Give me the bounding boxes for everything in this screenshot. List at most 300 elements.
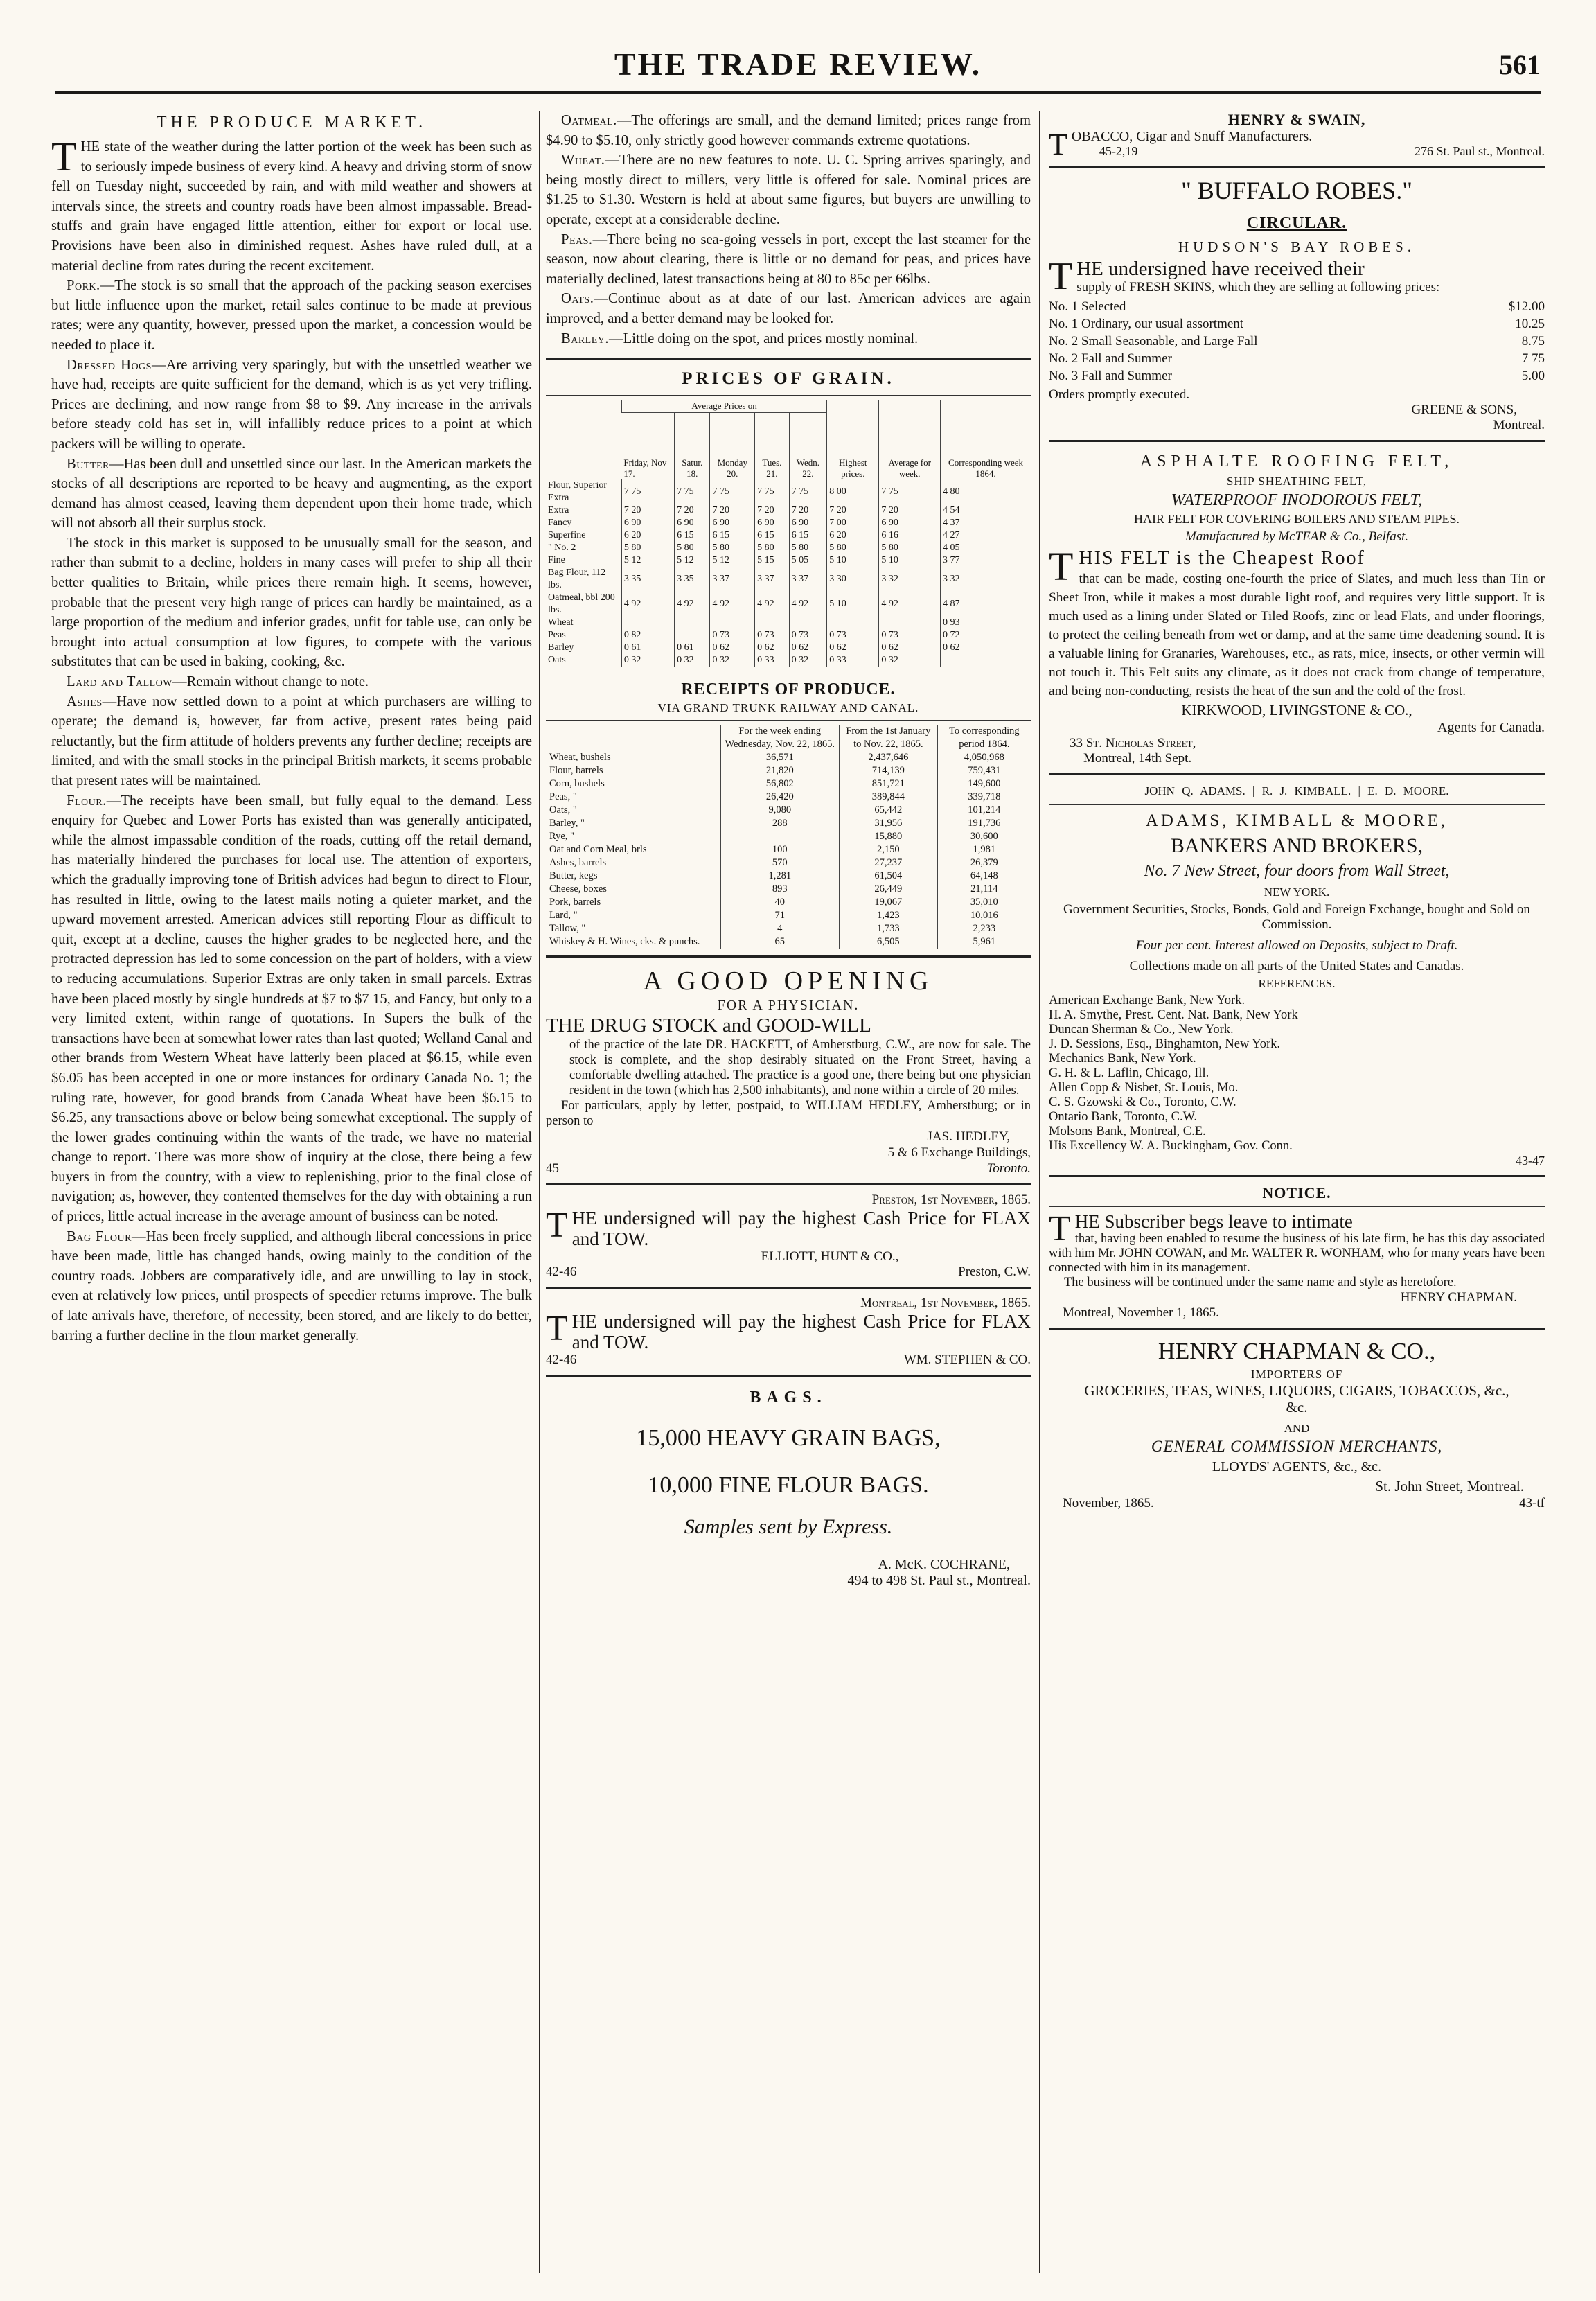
grain-cell: 0 61: [675, 642, 710, 654]
adams-reference: C. S. Gzowski & Co., Toronto, C.W.: [1049, 1095, 1236, 1109]
grain-row: [546, 517, 1031, 529]
grain-cell: 6 90: [789, 517, 827, 529]
opening-body: of the practice of the late DR. HACKETT, of Amherstburg, C.W., are now for sale. The stock is complete, and the shop desirably situated on the Front Street, having a comfortable dwelling attached. The practice is a good one, there being but one physician resident in the town (which has 2,500 inhabitants), and none within a circle of 20 miles.: [569, 1038, 1031, 1098]
receipts-title: RECEIPTS OF PRODUCE.: [681, 680, 896, 699]
receipts-cell: 851,721: [840, 777, 938, 791]
produce-hogs: Dressed Hogs—Are arriving very sparingly, but with the unsettled weather we have had, receipts are quite sufficient for the demand, which is as yet very trifling. Prices are declining, and now range from $8 to $9. Any increase in the arrivals before steady cold has set in, will infallibly reduce prices to a point at which packers will be willing to operate.: [51, 357, 532, 452]
receipts-row-label: Butter, kegs: [549, 870, 598, 882]
receipts-cell: 21,820: [720, 764, 840, 777]
grain-row-label: Peas: [548, 630, 566, 641]
grain-cell: 6 90: [621, 517, 674, 529]
flax1-sign: ELLIOTT, HUNT & CO.,: [761, 1249, 899, 1264]
receipts-cell: 40: [720, 896, 840, 909]
buffalo-item-price: $12.00: [1508, 299, 1545, 314]
grain-col-header: Friday, Nov 17.: [623, 457, 667, 479]
chapman-street: St. John Street, Montreal.: [1375, 1478, 1524, 1495]
grain-cell: 6 15: [675, 529, 710, 542]
adams-collections: Collections made on all parts of the United States and Canadas.: [1129, 959, 1464, 973]
felt-body: that can be made, costing one-fourth the price of Slates, and much less than Tin or Sheet Iron, while it makes a most durable light roof, and requires very little support. It is much used as a lining under Slated or Tiled Roofs, zinc or lead Flats, and under floorings, to protect the ceiling beneath from wet or damp, and at the same time deadening sound. It is a valuable lining for Granaries, Warehouses, etc., as rats, mice, insects, or other vermin will not touch it. This Felt suits any climate, as it does not crack from change of temperature, and being non-conducting, resists the heat of the sun and the cold of the frost.: [1049, 572, 1545, 698]
grain-label-header: [546, 400, 621, 479]
grain-cell: [755, 617, 789, 629]
receipts-row-label: Lard, ": [549, 910, 578, 922]
column-produce-market: [51, 111, 532, 2273]
produce-intro: THE state of the weather during the latter portion of the week has been such as to seriously impede business of every kind. A heavy and driving storm of snow fell on Tuesday night, succeeded by rain, and with mild weather and showers at intervals since, the streets and country roads have been almost impassable. Bread-stuffs and grain have engaged little attention, either for export or local use. Provisions have been also in diminished request. Ashes have ruled dull, at a material decline from rates during the recent excitement.: [51, 134, 532, 274]
bags-line1: 15,000 HEAVY GRAIN BAGS,: [636, 1425, 941, 1452]
grain-cell: 0 61: [621, 642, 674, 654]
receipts-cell: 389,844: [840, 791, 938, 804]
receipts-cell: 19,067: [840, 896, 938, 909]
receipts-cell: 56,802: [720, 777, 840, 791]
grain-row-label: Barley: [548, 642, 574, 653]
receipts-cell: 2,437,646: [840, 751, 938, 764]
grain-cell: 6 15: [789, 529, 827, 542]
notice-sign: HENRY CHAPMAN.: [1400, 1290, 1517, 1305]
grain-cell: [941, 654, 1031, 667]
buffalo-price-row: [1049, 298, 1545, 315]
grain-cell: 4 87: [941, 592, 1031, 617]
adams-body: Government Securities, Stocks, Bonds, Gold and Foreign Exchange, bought and Sold on Commission.: [1063, 902, 1530, 932]
grain-cell: 7 75: [621, 479, 674, 504]
produce-butter: Butter—Has been dull and unsettled since our last. In the American markets the stocks of all descriptions are reported to be heavy and augmenting, as the export demand has almost ceased, leaving them dependent upon their home trade, which will not absorb all their surplus stock.: [51, 456, 532, 531]
grain-cell: 0 73: [879, 629, 941, 642]
grain-cell: 0 32: [621, 654, 674, 667]
grain-cell: 0 62: [755, 642, 789, 654]
grain-row-label: Oats: [548, 655, 566, 666]
grain-cell: 4 92: [879, 592, 941, 617]
flax1-body: HE undersigned will pay the highest Cash Price for FLAX and TOW.: [571, 1208, 1031, 1250]
grain-cell: 5 80: [827, 542, 879, 554]
receipts-row: [546, 817, 1031, 830]
receipts-row: [546, 856, 1031, 870]
grain-cell: 0 33: [755, 654, 789, 667]
grain-cell: 5 10: [827, 554, 879, 567]
grain-cell: 7 75: [789, 479, 827, 504]
buffalo-circular: CIRCULAR.: [1246, 214, 1347, 232]
adams-sub: BANKERS AND BROKERS,: [1170, 834, 1424, 857]
grain-cell: 5 80: [879, 542, 941, 554]
grain-cell: 0 82: [621, 629, 674, 642]
grain-cell: 0 73: [789, 629, 827, 642]
grain-cell: 4 92: [675, 592, 710, 617]
buffalo-city: Montreal.: [1493, 418, 1545, 432]
grain-cell: 4 92: [710, 592, 755, 617]
receipts-table: [546, 725, 1031, 949]
receipts-cell: 26,420: [720, 791, 840, 804]
buffalo-item-label: No. 1 Selected: [1049, 299, 1126, 314]
produce-bag-flour: Bag Flour—Has been freely supplied, and although liberal concessions in price have been made, little has changed hands, owing mainly to the condition of the country roads. Jobbers are comparatively idle, and are unwilling to lay in stock, even at relatively low prices, until prospects of speedier returns improve. The bulk of late arrivals have, therefore, of necessity, been stored, and are likely to do better, barring a further decline in the flour market generally.: [51, 1228, 532, 1343]
grain-cell: 6 20: [827, 529, 879, 542]
column-rule: [539, 111, 540, 2273]
grain-cell: 7 20: [789, 504, 827, 517]
adams-reference: Mechanics Bank, New York.: [1049, 1052, 1196, 1066]
grain-cell: 6 20: [621, 529, 674, 542]
grain-cell: 7 20: [755, 504, 789, 517]
grain-cell: 5 80: [675, 542, 710, 554]
opening-apply: For particulars, apply by letter, postpaid, to WILLIAM HEDLEY, Amherstburg; or in person to: [546, 1099, 1031, 1129]
grain-cell: 4 92: [789, 592, 827, 617]
grain-cell: 0 62: [789, 642, 827, 654]
grain-cell: 3 30: [827, 567, 879, 592]
flax2-dateline: Montreal, 1st November, 1865.: [860, 1296, 1031, 1311]
grain-row-label: " No. 2: [548, 543, 576, 554]
grain-row: [546, 504, 1031, 517]
grain-cell: 0 32: [710, 654, 755, 667]
grain-cell: 5 10: [879, 554, 941, 567]
grain-cell: 7 20: [879, 504, 941, 517]
adams-reference: G. H. & L. Laflin, Chicago, Ill.: [1049, 1066, 1209, 1080]
grain-cell: [710, 617, 755, 629]
grain-cell: [789, 617, 827, 629]
notice-title: NOTICE.: [1262, 1184, 1331, 1201]
grain-cell: 8 00: [827, 479, 879, 504]
grain-col-header: Highest prices.: [827, 400, 879, 479]
receipts-row-label: Rye, ": [549, 831, 574, 843]
adams-title: ADAMS, KIMBALL & MOORE,: [1145, 811, 1448, 830]
grain-cell: 7 75: [675, 479, 710, 504]
grain-row: [546, 654, 1031, 667]
receipts-cell: 100: [720, 843, 840, 856]
buffalo-lead: HE undersigned have received their: [1076, 258, 1365, 280]
adams-reference: H. A. Smythe, Prest. Cent. Nat. Bank, New York: [1049, 1008, 1298, 1022]
felt-sub1: SHIP SHEATHING FELT,: [1226, 475, 1367, 488]
grain-row: [546, 542, 1031, 554]
felt-sign: KIRKWOOD, LIVINGSTONE & CO.,: [1181, 702, 1412, 718]
receipts-col-header: For the week ending Wednesday, Nov. 22, 1865.: [720, 725, 840, 751]
grain-cell: 5 10: [827, 592, 879, 617]
produce-ashes: Ashes—Have now settled down to a point at which purchasers are willing to operate; the demand is, however, far from active, present rates being paid reluctantly, but the firm attitude of holders prevents any further decline; receipts are limited, and with the small stocks in the principal British markets, it seems probable that present rates will be maintained.: [51, 694, 532, 788]
grain-row-label: Oatmeal, bbl 200 lbs.: [548, 592, 615, 616]
grain-cell: 6 90: [675, 517, 710, 529]
buffalo-orders: Orders promptly executed.: [1049, 387, 1190, 402]
grain-cell: 4 54: [941, 504, 1031, 517]
chapman-importers: IMPORTERS OF: [1250, 1368, 1343, 1381]
receipts-cell: 35,010: [937, 896, 1031, 909]
receipts-subtitle: VIA GRAND TRUNK RAILWAY AND CANAL.: [657, 701, 919, 715]
grain-cell: 5 12: [675, 554, 710, 567]
ad-flax-montreal: Montreal, 1st November, 1865. THE undersigned will pay the highest Cash Price for FLAX and TOW. 42-46 WM. STEPHEN & CO.: [546, 1296, 1031, 1368]
grain-cell: 7 20: [827, 504, 879, 517]
grain-col-header: Tues. 21.: [755, 413, 789, 480]
grain-cell: 0 32: [789, 654, 827, 667]
adams-interest: Four per cent. Interest allowed on Deposits, subject to Draft.: [1135, 938, 1458, 953]
flax1-num: 42-46: [546, 1264, 577, 1280]
receipts-cell: 71: [720, 909, 840, 922]
felt-agents: Agents for Canada.: [1437, 720, 1545, 735]
receipts-cell: 1,733: [840, 922, 938, 935]
adams-addr: No. 7 New Street, four doors from Wall Street,: [1144, 862, 1450, 880]
grain-row: [546, 617, 1031, 629]
buffalo-item-label: No. 1 Ordinary, our usual assortment: [1049, 317, 1244, 331]
grain-cell: 4 27: [941, 529, 1031, 542]
buffalo-body: supply of FRESH SKINS, which they are selling at following prices:—: [1076, 280, 1453, 294]
page-title: THE TRADE REVIEW.: [614, 46, 982, 82]
grain-cell: 4 05: [941, 542, 1031, 554]
bags-sign: A. McK. COCHRANE,: [878, 1557, 1010, 1573]
adams-reference: American Exchange Bank, New York.: [1049, 994, 1245, 1007]
buffalo-price-row: [1049, 315, 1545, 333]
grain-cell: 4 92: [755, 592, 789, 617]
receipts-cell: 2,233: [937, 922, 1031, 935]
grain-row-label: Fancy: [548, 518, 572, 529]
receipts-row-label: Corn, bushels: [549, 778, 605, 790]
grain-group-header: Average Prices on: [621, 400, 826, 413]
grain-cell: [879, 617, 941, 629]
opening-addr: 5 & 6 Exchange Buildings,: [887, 1145, 1031, 1161]
grain-cell: 6 90: [710, 517, 755, 529]
buffalo-price-row: [1049, 350, 1545, 367]
produce-oatmeal: Oatmeal.—The offerings are small, and the demand limited; prices range from $4.90 to $5.10, only strictly good however commands extreme quotations.: [546, 113, 1031, 148]
opening-head: THE DRUG STOCK and GOOD-WILL: [546, 1014, 871, 1037]
receipts-row: [546, 791, 1031, 804]
produce-flour: Flour.—The receipts have been small, but fully equal to the demand. Less enquiry for Quebec and Lower Ports has existed than was generally anticipated, while the almost impassable condition of the roads, cutting off the retail demand, has materially hindered the purchases for local use. The attention of exporters, which the gradually improving tone of British advices had begun to direct to Flour, has resulted in little, owing to the latest mails noting a quieter market, and the upward movement arrested. American advices still reporting Flour as difficult to quit, except at a decline, causes the higher grades to be neglected here, and the protracted depression has led to some concession on the part of holders, with a view to reducing accumulations. Superior Extras are only taken in small parcels. Extras have been placed mostly by single hundreds at $7 to $7 15, and Fancy, but only to a very limited extent, within range of quotations. In Supers the bulk of the transactions have been at somewhat lower rates than last quoted; Welland Canal and other brands from Western Wheat have latterly been placed at $6.15, while even $6.05 has been accepted in one or more instances for ordinary Canada No. 1; the ruling rate, however, for good brands from Canada Wheat have been $6.15 to $6.25, any transactions above or below being somewhat exceptional. The supply of the lower grades continuing within the wants of the trade, we have no material change to report. There was more show of inquiry at the close, there being a few buyers in from the country, with a view to replenishing, prior to the final close of navigation; as, however, they contented themselves for the day with obtaining a run of prices, little actual increase in the average amount of business can be noted.: [51, 793, 532, 1225]
grain-cell: 3 35: [675, 567, 710, 592]
felt-sub3: HAIR FELT FOR COVERING BOILERS AND STEAM PIPES.: [1133, 512, 1460, 526]
felt-date: Montreal, 14th Sept.: [1083, 751, 1192, 766]
chapman-and: AND: [1284, 1422, 1310, 1435]
grain-cell: 5 80: [755, 542, 789, 554]
notice-date: Montreal, November 1, 1865.: [1063, 1305, 1219, 1320]
grain-cell: 4 92: [621, 592, 674, 617]
receipts-cell: 6,505: [840, 935, 938, 949]
receipts-cell: 26,379: [937, 856, 1031, 870]
grain-row: [546, 554, 1031, 567]
buffalo-price-row: [1049, 367, 1545, 385]
receipts-cell: 288: [720, 817, 840, 830]
produce-oats: Oats.—Continue about as at date of our last. American advices are again improved, and a better demand may be looked for.: [546, 291, 1031, 326]
page-number: 561: [1499, 49, 1541, 80]
receipts-cell: 570: [720, 856, 840, 870]
adams-reference: Molsons Bank, Montreal, C.E.: [1049, 1125, 1206, 1138]
grain-cell: 0 62: [879, 642, 941, 654]
adams-reference: His Excellency W. A. Buckingham, Gov. Conn.: [1049, 1139, 1293, 1153]
chapman-goods: GROCERIES, TEAS, WINES, LIQUORS, CIGARS, TOBACCOS, &c., &c.: [1084, 1382, 1509, 1416]
chapman-num: 43-tf: [1519, 1496, 1545, 1510]
receipts-cell: 893: [720, 883, 840, 896]
bags-line2: 10,000 FINE FLOUR BAGS.: [648, 1472, 929, 1499]
receipts-row-label: Barley, ": [549, 818, 585, 829]
flax1-dateline: Preston, 1st November, 1865.: [871, 1192, 1031, 1208]
buffalo-item-price: 10.25: [1515, 317, 1545, 331]
opening-name: JAS. HEDLEY,: [927, 1129, 1010, 1145]
grain-row-label: Bag Flour, 112 lbs.: [548, 567, 606, 591]
grain-cell: [675, 617, 710, 629]
swain-body: OBACCO, Cigar and Snuff Manufacturers.: [1071, 129, 1313, 144]
grain-col-header: Corresponding week 1864.: [941, 400, 1031, 479]
grain-row-label: Fine: [548, 555, 565, 566]
receipts-cell: 4: [720, 922, 840, 935]
buffalo-sub: HUDSON'S BAY ROBES.: [1178, 238, 1416, 255]
buffalo-item-label: No. 3 Fall and Summer: [1049, 369, 1172, 383]
receipts-cell: 10,016: [937, 909, 1031, 922]
receipts-row-label: Whiskey & H. Wines, cks. & punchs.: [549, 936, 700, 948]
grain-cell: 3 37: [789, 567, 827, 592]
receipts-cell: 31,956: [840, 817, 938, 830]
grain-cell: 6 16: [879, 529, 941, 542]
felt-lead: HIS FELT is the Cheapest Roof: [1079, 547, 1365, 569]
receipts-cell: 1,981: [937, 843, 1031, 856]
grain-row: [546, 642, 1031, 654]
receipts-cell: 27,237: [840, 856, 938, 870]
grain-cell: 0 73: [755, 629, 789, 642]
chapman-general: GENERAL COMMISSION MERCHANTS,: [1151, 1438, 1443, 1455]
receipts-row: [546, 764, 1031, 777]
receipts-cell: 9,080: [720, 804, 840, 817]
grain-cell: 0 73: [827, 629, 879, 642]
ad-good-opening: [546, 964, 1031, 1176]
grain-cell: 4 80: [941, 479, 1031, 504]
receipts-cell: 65,442: [840, 804, 938, 817]
produce-pork: Pork.—The stock is so small that the approach of the packing season exercises but little influence upon the market, retail sales continue to be made at previous rates; were any quantity, however, pressed upon the market, a concession would be needed to place it.: [51, 278, 532, 353]
flax2-body: HE undersigned will pay the highest Cash Price for FLAX and TOW.: [571, 1311, 1031, 1353]
notice-body: that, having been enabled to resume the business of his late firm, he has this day associated with him Mr. JOHN COWAN, and Mr. WALTER R. WONHAM, who for many years have been connected with him in its management.: [1049, 1232, 1545, 1275]
flax1-place: Preston, C.W.: [958, 1264, 1031, 1280]
felt-addr: 33 St. Nicholas Street,: [1070, 736, 1196, 750]
grain-cell: [827, 617, 879, 629]
receipts-label-header: [546, 725, 720, 751]
opening-city: Toronto.: [986, 1161, 1031, 1176]
grain-cell: 5 12: [710, 554, 755, 567]
grain-cell: 0 72: [941, 629, 1031, 642]
grain-cell: 3 37: [755, 567, 789, 592]
ad-roofing-felt: ASPHALTE ROOFING FELT, SHIP SHEATHING FELT, WATERPROOF INODOROUS FELT, HAIR FELT FOR COVERING BOILERS AND STEAM PIPES. Manufactured by McTEAR & Co., Belfast. THIS FELT is the Cheapest Roof that can be made, costing one-fourth the price of Slates, and much less than Tin or Sheet Iron, while it makes a most durable light roof, and requires very little support. It is much used as a lining under Slated or Tiled Roofs, zinc or lead Flats, and under floorings, to protect the ceiling beneath from wet or damp, and at the same time deadening sound. It is a valuable lining for Granaries, Warehouses, etc., as rats, mice, insects, or other vermin will not touch it. This Felt suits any climate, as it does not crack from change of temperature, and being non-conducting, resists the heat of the sun and the cold of the frost. KIRKWOOD, LIVINGSTONE & CO., Agents for Canada. 33 St. Nicholas Street, Montreal, 14th Sept.: [1049, 449, 1545, 766]
receipts-row-label: Pork, barrels: [549, 897, 601, 908]
receipts-row-label: Tallow, ": [549, 923, 586, 935]
buffalo-item-price: 7 75: [1521, 351, 1545, 366]
receipts-row: [546, 830, 1031, 843]
notice-body-2: The business will be continued under the same name and style as heretofore.: [1064, 1276, 1457, 1289]
swain-num: 45-2,19: [1099, 144, 1138, 158]
grain-row: [546, 629, 1031, 642]
receipts-row-label: Ashes, barrels: [549, 857, 607, 869]
ad-bags: [546, 1384, 1031, 1589]
receipts-row-label: Cheese, boxes: [549, 883, 607, 895]
grain-row-label: Wheat: [548, 617, 574, 628]
receipts-cell: 2,150: [840, 843, 938, 856]
receipts-row: [546, 935, 1031, 949]
grain-cell: 0 73: [710, 629, 755, 642]
receipts-row-label: Oats, ": [549, 804, 577, 816]
flax2-sign: WM. STEPHEN & CO.: [903, 1352, 1031, 1368]
grain-cell: 0 33: [827, 654, 879, 667]
grain-cell: 5 80: [789, 542, 827, 554]
adams-num: 43-47: [1516, 1154, 1545, 1167]
bags-line3: Samples sent by Express.: [684, 1515, 893, 1539]
receipts-cell: 26,449: [840, 883, 938, 896]
receipts-row: [546, 922, 1031, 935]
chapman-agents: LLOYDS' AGENTS, &c., &c.: [1212, 1459, 1382, 1474]
grain-cell: 0 62: [941, 642, 1031, 654]
grain-cell: [621, 617, 674, 629]
ad-henry-swain: HENRY & SWAIN, TOBACCO, Cigar and Snuff Manufacturers. 45-2,19 276 St. Paul st., Montreal.: [1049, 111, 1545, 161]
column-advertisements: [1049, 111, 1545, 2273]
receipts-cell: 191,736: [937, 817, 1031, 830]
receipts-row-label: Oat and Corn Meal, brls: [549, 844, 647, 856]
grain-cell: 7 20: [710, 504, 755, 517]
chapman-title: HENRY CHAPMAN & CO.,: [1158, 1339, 1436, 1364]
grain-row-label: Superfine: [548, 530, 586, 541]
grain-cell: 5 05: [789, 554, 827, 567]
notice-lead: HE Subscriber begs leave to intimate: [1074, 1211, 1353, 1232]
grain-table-title: PRICES OF GRAIN.: [682, 369, 895, 389]
receipts-cell: 64,148: [937, 870, 1031, 883]
grain-cell: 6 15: [755, 529, 789, 542]
column-rule: [1039, 111, 1040, 2273]
grain-cell: 3 32: [941, 567, 1031, 592]
grain-cell: 7 00: [827, 517, 879, 529]
receipts-cell: 759,431: [937, 764, 1031, 777]
grain-row: [546, 529, 1031, 542]
receipts-cell: 149,600: [937, 777, 1031, 791]
bags-addr: 494 to 498 St. Paul st., Montreal.: [847, 1573, 1031, 1589]
adams-names: JOHN Q. ADAMS. | R. J. KIMBALL. | E. D. MOORE.: [1144, 784, 1449, 797]
buffalo-item-label: No. 2 Small Seasonable, and Large Fall: [1049, 334, 1258, 349]
receipts-cell: 4,050,968: [937, 751, 1031, 764]
receipts-row: [546, 896, 1031, 909]
receipts-row: [546, 909, 1031, 922]
receipts-cell: [720, 830, 840, 843]
grain-cell: 7 75: [710, 479, 755, 504]
buffalo-title: " BUFFALO ROBES.": [1181, 177, 1412, 204]
produce-barley: Barley.—Little doing on the spot, and prices mostly nominal.: [561, 330, 919, 346]
grain-cell: 5 80: [621, 542, 674, 554]
grain-row: [546, 592, 1031, 617]
adams-reference: Ontario Bank, Toronto, C.W.: [1049, 1110, 1198, 1124]
ad-notice: NOTICE. THE Subscriber begs leave to intimate that, having been enabled to resume the business of his late firm, he has this day associated with him Mr. JOHN COWAN, and Mr. WALTER R. WONHAM, who for many years have been connected with him in its management. The business will be continued under the same name and style as heretofore. HENRY CHAPMAN. Montreal, November 1, 1865.: [1049, 1184, 1545, 1320]
page-header: [55, 43, 1541, 94]
receipts-cell: 61,504: [840, 870, 938, 883]
grain-cell: 0 62: [710, 642, 755, 654]
grain-col-header: Satur. 18.: [675, 413, 710, 480]
produce-butter-2: The stock in this market is supposed to be unusually small for the season, and rather than submit to a decline, holders in many cases will prefer to ship all their better qualities to Britain, while prices there remain high. It seems, however, probable that the present very high range of prices can hardly be maintained, as a large proportion of the medium and inferior grades, unfit for table use, can only be brought into actual consumption at low figures, to compete with the various substitutes that can be used in baking, cooking, &c.: [51, 535, 532, 670]
grain-row-label: Flour, Superior Extra: [548, 480, 607, 504]
adams-reference: J. D. Sessions, Esq., Binghamton, New York.: [1049, 1037, 1281, 1051]
buffalo-item-label: No. 2 Fall and Summer: [1049, 351, 1172, 366]
receipts-cell: 30,600: [937, 830, 1031, 843]
bags-title: BAGS.: [750, 1388, 827, 1407]
produce-wheat: Wheat.—There are no new features to note. U. C. Spring arrives sparingly, and being mostly direct to millers, very little is offered for sale. Nominal prices are $1.25 to $1.30. Western is held at about same figures, but buyers are unwilling to operate, except at a considerable decline.: [546, 152, 1031, 227]
receipts-col-header: From the 1st January to Nov. 22, 1865.: [840, 725, 938, 751]
receipts-cell: 339,718: [937, 791, 1031, 804]
receipts-col-header: To corresponding period 1864.: [937, 725, 1031, 751]
grain-cell: 7 20: [621, 504, 674, 517]
grain-cell: 0 62: [827, 642, 879, 654]
grain-cell: 7 20: [675, 504, 710, 517]
receipts-cell: 15,880: [840, 830, 938, 843]
grain-col-header: Monday 20.: [710, 413, 755, 480]
buffalo-item-price: 8.75: [1521, 334, 1545, 349]
opening-num: 45: [546, 1161, 559, 1176]
receipts-row: [546, 777, 1031, 791]
grain-cell: 5 12: [621, 554, 674, 567]
felt-title: ASPHALTE ROOFING FELT,: [1140, 452, 1454, 470]
adams-reference: Duncan Sherman & Co., New York.: [1049, 1023, 1234, 1037]
grain-cell: 0 32: [879, 654, 941, 667]
grain-row: [546, 567, 1031, 592]
receipts-cell: 5,961: [937, 935, 1031, 949]
grain-price-table: [546, 400, 1031, 667]
adams-city: NEW YORK.: [1264, 885, 1330, 899]
opening-sub: FOR A PHYSICIAN.: [717, 998, 860, 1014]
receipts-row-label: Peas, ": [549, 791, 577, 803]
grain-cell: 4 37: [941, 517, 1031, 529]
receipts-row-label: Wheat, bushels: [549, 752, 611, 764]
receipts-cell: 1,281: [720, 870, 840, 883]
receipts-row: [546, 751, 1031, 764]
grain-cell: 5 80: [710, 542, 755, 554]
produce-lard: Lard and Tallow—Remain without change to note.: [66, 674, 369, 690]
produce-market-title: THE PRODUCE MARKET.: [156, 114, 427, 132]
buffalo-item-price: 5.00: [1521, 369, 1545, 383]
